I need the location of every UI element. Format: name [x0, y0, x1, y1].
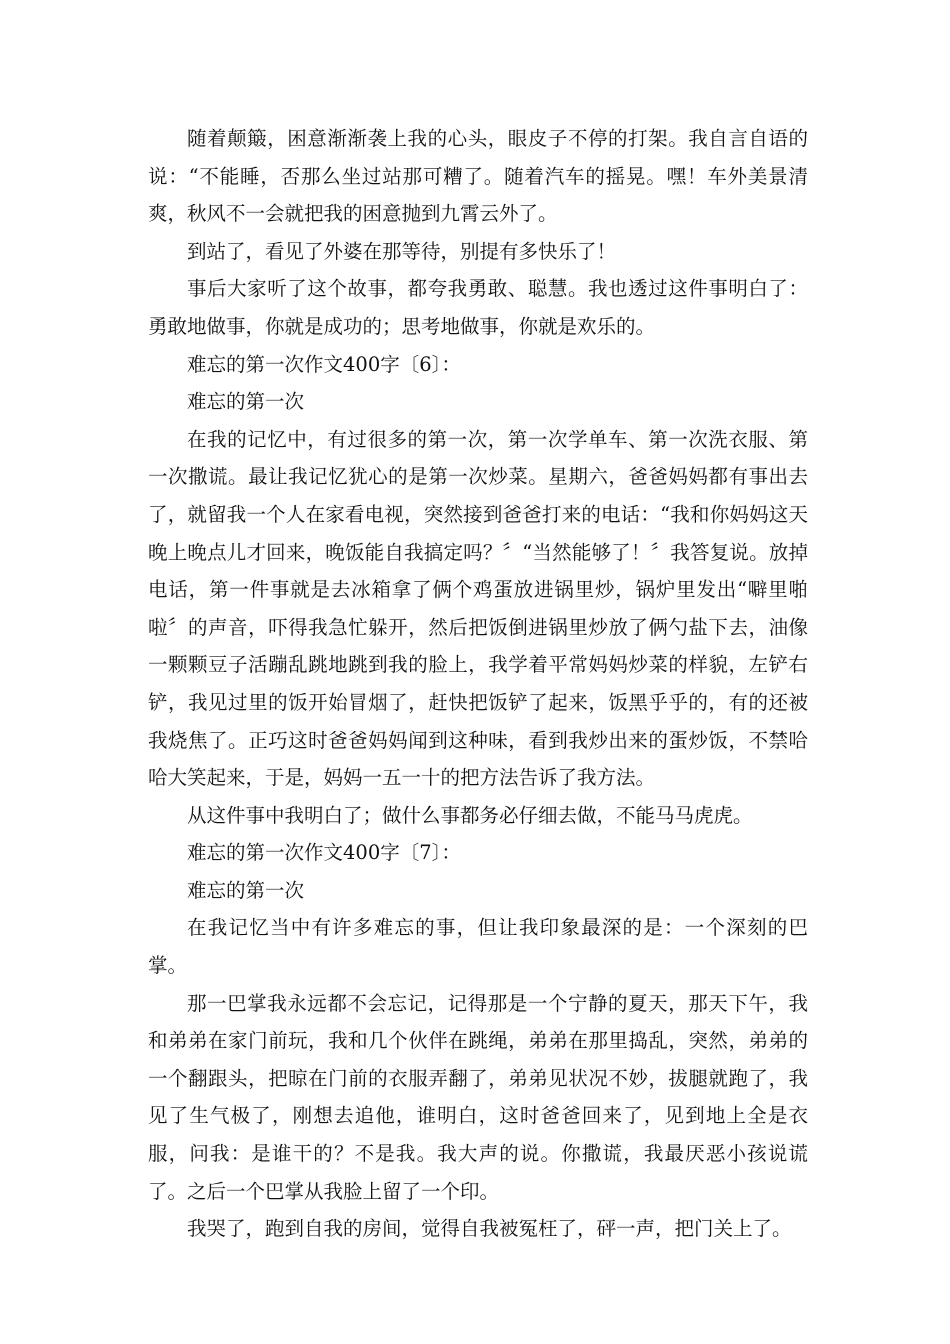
section-heading: 难忘的第一次作文400字〔7〕： — [187, 841, 461, 865]
paragraph: 事后大家听了这个故事，都夸我勇敢、聪慧。我也透过这件事明白了：勇敢地做事，你就是成功的；思考地做事，你就是欢乐的。 — [148, 277, 808, 338]
essay-title: 难忘的第一次 — [187, 878, 305, 902]
essay-title: 难忘的第一次 — [187, 390, 305, 414]
body-text — [148, 120, 808, 1248]
paragraph: 到站了，看见了外婆在那等待，别提有多快乐了！ — [187, 239, 617, 263]
paragraph: 那一巴掌我永远都不会忘记，记得那是一个宁静的夏天，那天下午，我和弟弟在家门前玩，我和几个伙伴在跳绳，弟弟在那里捣乱，突然，弟弟的一个翻跟头，把晾在门前的衣服弄翻了，弟弟见状况不妙，拔腿就跑了，我见了生气极了，刚想去追他，谁明白，这时爸爸回来了，见到地上全是衣服，问我：是谁干的？不是我。我大声的说。你撒谎，我最厌恶小孩说谎了。之后一个巴掌从我脸上留了一个印。 — [148, 991, 808, 1203]
paragraph: 从这件事中我明白了；做什么事都务必仔细去做，不能马马虎虎。 — [187, 803, 753, 827]
section-heading: 难忘的第一次作文400字〔6〕： — [187, 352, 461, 376]
paragraph: 在我记忆当中有许多难忘的事，但让我印象最深的是：一个深刻的巴掌。 — [148, 916, 808, 978]
paragraph: 我哭了，跑到自我的房间，觉得自我被冤枉了，砰一声，把门关上了。 — [187, 1217, 792, 1241]
paragraph: 在我的记忆中，有过很多的第一次，第一次学单车、第一次洗衣服、第一次撒谎。最让我记忆犹心的是第一次炒菜。星期六，爸爸妈妈都有事出去了，就留我一个人在家看电视，突然接到爸爸打来的电话：“我和你妈妈这天晚上晚点儿才回来，晚饭能自我搞定吗？〞“当然能够了！〞我答复说。放掉电话，第一件事就是去冰箱拿了俩个鸡蛋放进锅里炒，锅炉里发出“噼里啪啦〞的声音，吓得我急忙躲开，然后把饭倒进锅里炒放了俩勺盐下去，油像一颗颗豆子活蹦乱跳地跳到我的脸上，我学着平常妈妈炒菜的样貌，左铲右铲，我见过里的饭开始冒烟了，赶快把饭铲了起来，饭黑乎乎的，有的还被我烧焦了。正巧这时爸爸妈妈闻到这种味，看到我炒出来的蛋炒饭，不禁哈哈大笑起来，于是，妈妈一五一十的把方法告诉了我方法。 — [148, 427, 808, 790]
paragraph: 随着颠簸，困意渐渐袭上我的心头，眼皮子不停的打架。我自言自语的说：“不能睡，否那么坐过站那可糟了。随着汽车的摇晃。嘿！车外美景清爽，秋风不一会就把我的困意抛到九霄云外了。 — [148, 127, 808, 226]
